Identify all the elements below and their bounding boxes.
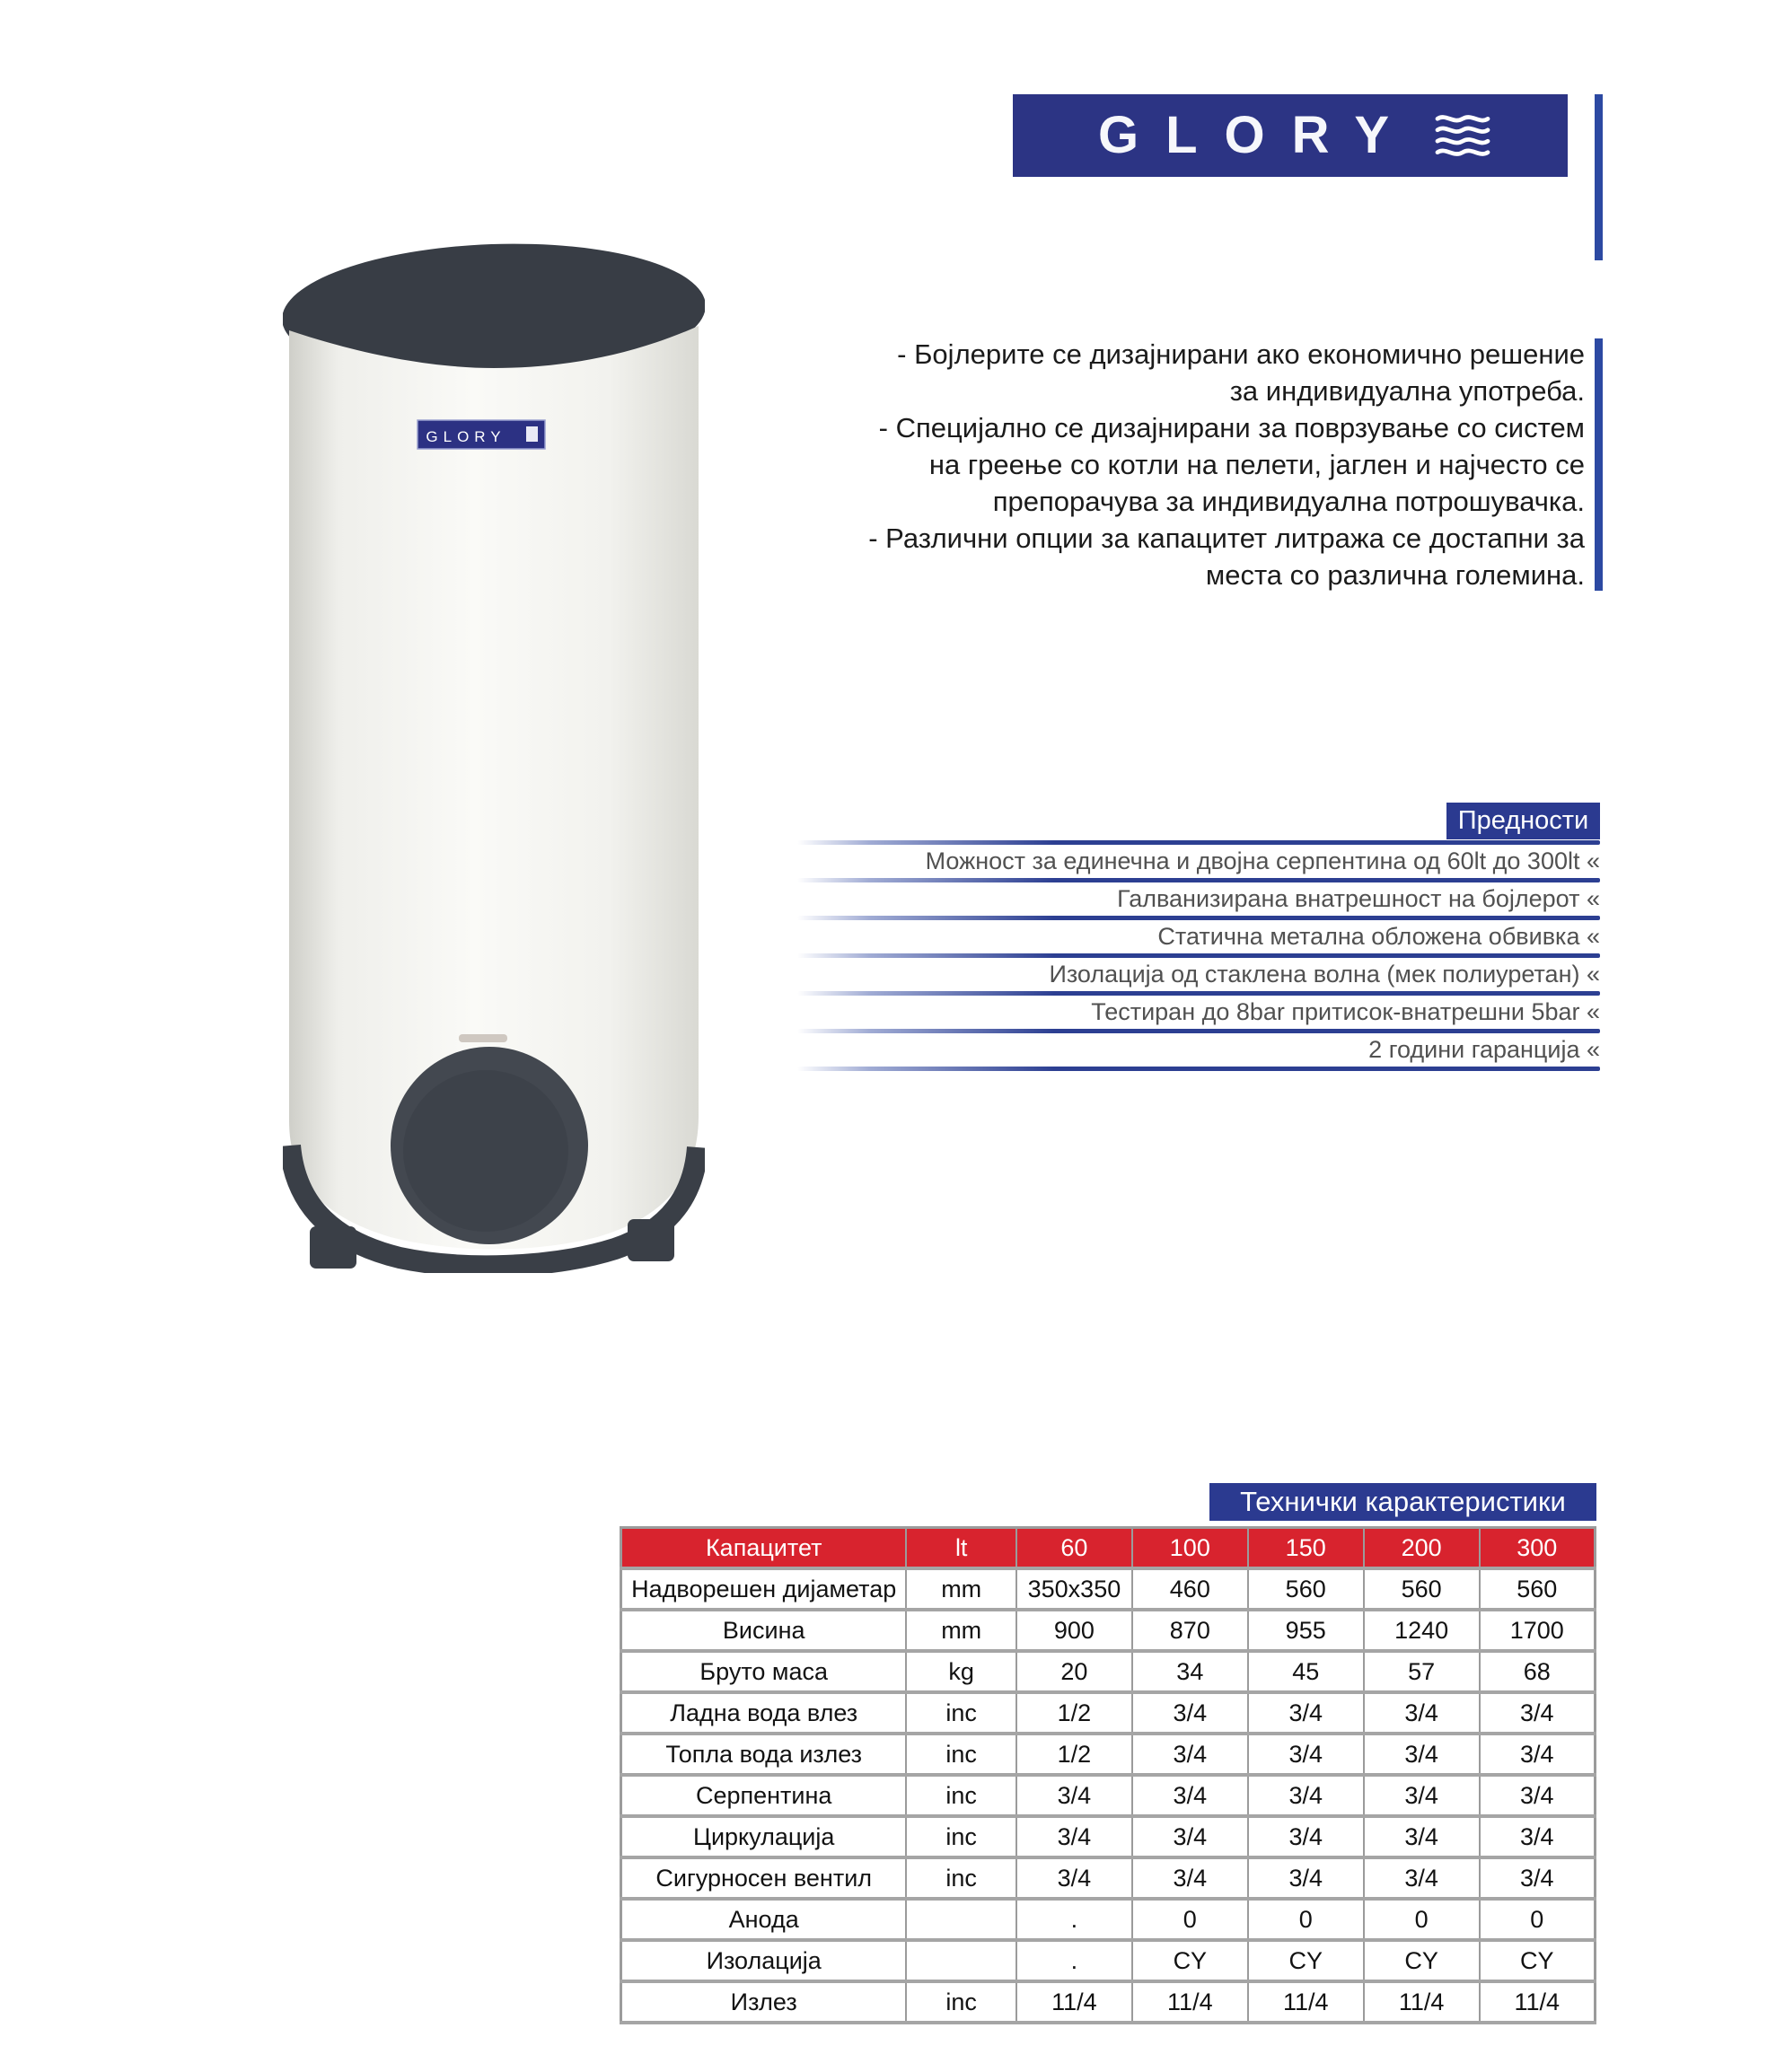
table-cell: inc xyxy=(906,1981,1016,2023)
table-cell: 20 xyxy=(1016,1651,1132,1692)
table-header-cell: lt xyxy=(906,1528,1016,1569)
table-row xyxy=(621,1651,1596,1692)
specs-table-head xyxy=(621,1528,1596,1569)
table-cell: Сигурносен вентил xyxy=(621,1857,907,1899)
advantage-item: Статична метална обложена обвивка « xyxy=(1157,923,1600,950)
table-cell: 3/4 xyxy=(1248,1775,1364,1816)
table-cell: Висина xyxy=(621,1610,907,1651)
table-cell: 3/4 xyxy=(1132,1857,1248,1899)
table-cell: 3/4 xyxy=(1132,1692,1248,1734)
table-cell: 11/4 xyxy=(1016,1981,1132,2023)
table-cell: 350x350 xyxy=(1016,1568,1132,1610)
advantage-item: Тестиран до 8bar притисок-внатрешни 5bar « xyxy=(1091,998,1600,1025)
table-row xyxy=(621,1816,1596,1857)
accent-bar-intro xyxy=(1595,338,1603,591)
table-cell: 1/2 xyxy=(1016,1734,1132,1775)
table-cell: 560 xyxy=(1480,1568,1596,1610)
table-cell: 3/4 xyxy=(1364,1692,1480,1734)
table-cell: . xyxy=(1016,1899,1132,1940)
table-cell: 3/4 xyxy=(1480,1692,1596,1734)
accent-bar-top xyxy=(1595,94,1603,260)
table-cell: 3/4 xyxy=(1132,1816,1248,1857)
table-cell: 0 xyxy=(1248,1899,1364,1940)
table-header-row xyxy=(621,1528,1596,1569)
table-row xyxy=(621,1775,1596,1816)
specs-title: Технички карактеристики xyxy=(1209,1483,1596,1521)
table-header-cell: 150 xyxy=(1248,1528,1364,1569)
table-cell: 3/4 xyxy=(1016,1816,1132,1857)
table-cell: 3/4 xyxy=(1480,1857,1596,1899)
table-cell: 870 xyxy=(1132,1610,1248,1651)
table-cell: Бруто маса xyxy=(621,1651,907,1692)
table-cell: 34 xyxy=(1132,1651,1248,1692)
table-cell: 11/4 xyxy=(1480,1981,1596,2023)
table-cell: Анода xyxy=(621,1899,907,1940)
table-cell: 0 xyxy=(1132,1899,1248,1940)
boiler-badge-text: GLORY xyxy=(426,428,506,445)
table-header-cell: 200 xyxy=(1364,1528,1480,1569)
boiler-badge xyxy=(418,420,545,449)
table-cell: 0 xyxy=(1480,1899,1596,1940)
table-cell: mm xyxy=(906,1610,1016,1651)
table-row xyxy=(621,1692,1596,1734)
table-cell: 3/4 xyxy=(1364,1734,1480,1775)
table-cell: inc xyxy=(906,1775,1016,1816)
table-cell: 3/4 xyxy=(1132,1734,1248,1775)
intro-line: - Бојлерите се дизајнирани ако економично решение xyxy=(897,338,1585,370)
table-cell: Серпентина xyxy=(621,1775,907,1816)
table-cell: 3/4 xyxy=(1248,1816,1364,1857)
table-cell: 68 xyxy=(1480,1651,1596,1692)
table-cell: Излез xyxy=(621,1981,907,2023)
table-row xyxy=(621,1899,1596,1940)
divider-line xyxy=(797,1067,1600,1071)
table-row xyxy=(621,1734,1596,1775)
table-cell: 3/4 xyxy=(1016,1857,1132,1899)
table-cell xyxy=(906,1940,1016,1981)
table-cell: 3/4 xyxy=(1480,1775,1596,1816)
table-cell: 3/4 xyxy=(1364,1775,1480,1816)
table-header-cell: 300 xyxy=(1480,1528,1596,1569)
table-row xyxy=(621,1857,1596,1899)
table-cell: 0 xyxy=(1364,1899,1480,1940)
table-cell: 3/4 xyxy=(1480,1734,1596,1775)
table-cell: Топла вода излез xyxy=(621,1734,907,1775)
table-cell: inc xyxy=(906,1692,1016,1734)
specs-table-body xyxy=(621,1568,1596,2023)
intro-line: препорачува за индивидуална потрошувачка. xyxy=(992,486,1585,517)
table-row xyxy=(621,1568,1596,1610)
intro-line: - Различни опции за капацитет литража се достапни за xyxy=(868,522,1585,554)
intro-paragraph xyxy=(575,336,1585,593)
advantages-list xyxy=(797,840,1600,1071)
table-cell: inc xyxy=(906,1734,1016,1775)
table-cell: kg xyxy=(906,1651,1016,1692)
brand-logo xyxy=(1013,94,1568,177)
boiler-foot-left xyxy=(310,1226,356,1269)
table-cell: 3/4 xyxy=(1248,1692,1364,1734)
table-cell: CY xyxy=(1248,1940,1364,1981)
advantage-item: Можност за единечна и двојна серпентина од 60lt до 300lt « xyxy=(925,847,1600,874)
advantages-title: Предности xyxy=(1446,803,1600,839)
table-header-cell: 60 xyxy=(1016,1528,1132,1569)
boiler-foot-right xyxy=(628,1219,674,1261)
table-cell: 460 xyxy=(1132,1568,1248,1610)
table-cell: 3/4 xyxy=(1364,1816,1480,1857)
table-cell: inc xyxy=(906,1857,1016,1899)
table-cell: 3/4 xyxy=(1364,1857,1480,1899)
table-cell: Изолација xyxy=(621,1940,907,1981)
table-cell: 1240 xyxy=(1364,1610,1480,1651)
table-cell: mm xyxy=(906,1568,1016,1610)
table-cell: 1/2 xyxy=(1016,1692,1132,1734)
intro-line: на греење со котли на пелети, јаглен и најчесто се xyxy=(928,449,1585,480)
table-cell: inc xyxy=(906,1816,1016,1857)
boiler-slot xyxy=(459,1034,507,1042)
table-cell: 57 xyxy=(1364,1651,1480,1692)
intro-line: за индивидуална употреба. xyxy=(1229,375,1585,407)
specs-table xyxy=(620,1526,1596,2024)
advantage-item: Изолација од стаклена волна (мек полиуретан) « xyxy=(1049,961,1600,988)
table-cell: 11/4 xyxy=(1132,1981,1248,2023)
table-row xyxy=(621,1981,1596,2023)
table-cell: 3/4 xyxy=(1248,1857,1364,1899)
intro-line: места со различна големина. xyxy=(1205,559,1585,591)
brand-logo-text: GLORY xyxy=(1097,106,1417,164)
table-cell: 45 xyxy=(1248,1651,1364,1692)
table-cell xyxy=(906,1899,1016,1940)
table-cell: CY xyxy=(1132,1940,1248,1981)
table-cell: 1700 xyxy=(1480,1610,1596,1651)
table-cell: CY xyxy=(1480,1940,1596,1981)
table-cell: Надворешен дијаметар xyxy=(621,1568,907,1610)
table-cell: 3/4 xyxy=(1132,1775,1248,1816)
table-cell: Циркулација xyxy=(621,1816,907,1857)
table-header-cell: 100 xyxy=(1132,1528,1248,1569)
table-row xyxy=(621,1940,1596,1981)
table-cell: 11/4 xyxy=(1248,1981,1364,2023)
table-cell: 3/4 xyxy=(1016,1775,1132,1816)
advantage-item: 2 години гаранција « xyxy=(1368,1036,1600,1063)
table-cell: 955 xyxy=(1248,1610,1364,1651)
table-header-cell: Капацитет xyxy=(621,1528,907,1569)
table-cell: Ладна вода влез xyxy=(621,1692,907,1734)
table-cell: CY xyxy=(1364,1940,1480,1981)
table-row xyxy=(621,1610,1596,1651)
table-cell: . xyxy=(1016,1940,1132,1981)
table-cell: 900 xyxy=(1016,1610,1132,1651)
table-cell: 3/4 xyxy=(1248,1734,1364,1775)
table-cell: 560 xyxy=(1248,1568,1364,1610)
table-cell: 3/4 xyxy=(1480,1816,1596,1857)
table-cell: 560 xyxy=(1364,1568,1480,1610)
table-cell: 11/4 xyxy=(1364,1981,1480,2023)
boiler-flange-inner xyxy=(403,1070,568,1232)
intro-line: - Специјално се дизајнирани за поврзување со систем xyxy=(878,412,1585,443)
advantage-item: Галванизирана внатрешност на бојлерот « xyxy=(1117,885,1600,912)
waves-icon xyxy=(1434,111,1491,160)
